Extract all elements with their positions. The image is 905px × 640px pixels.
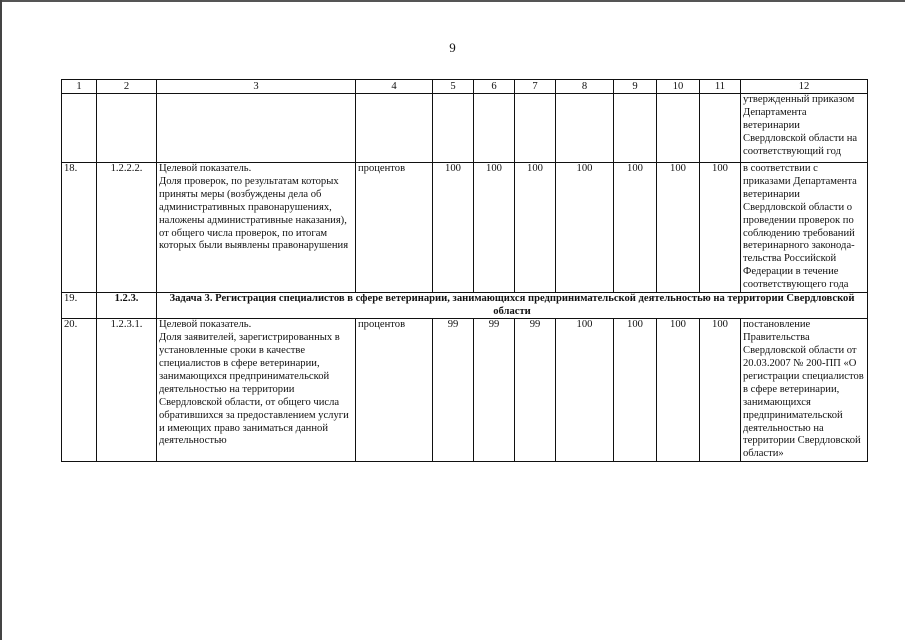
value-cell: 100: [515, 163, 556, 293]
indicator-cell: [157, 163, 356, 293]
value-cell: 100: [433, 163, 474, 293]
indicators-table: [61, 79, 868, 462]
unit-cell: процентов: [356, 319, 433, 462]
value-cell: 99: [515, 319, 556, 462]
page-number: 9: [449, 40, 456, 55]
scan-edge-top: [0, 0, 905, 2]
continuation-row: [62, 94, 868, 163]
value-cell: 100: [556, 163, 614, 293]
value-cell: 100: [556, 319, 614, 462]
value-cell: 100: [700, 319, 741, 462]
header-cell: 9: [614, 80, 657, 94]
value-cell: 100: [700, 163, 741, 293]
indicator-description: Доля проверок, по результатам которых приняты меры (возбуждены дела об административных правонарушениях, наложены административные наказания), от общего числа проверок, по итогам которых были выявлены правонарушения: [159, 175, 349, 252]
basis-cell: постановление Правительства Свердловской области от 20.03.2007 № 200-ПП «О регистрации специалистов в сфере ветеринарии, занимающихся предпринимательской деятельностью на территории Свердловской области»: [741, 319, 868, 462]
value-cell: 99: [433, 319, 474, 462]
task-heading: Задача 3. Регистрация специалистов в сфере ветеринарии, занимающихся предпринимательской деятельностью на территории Свердловской области: [157, 293, 868, 319]
value-cell: 100: [657, 163, 700, 293]
table-row-19: [62, 293, 868, 319]
table-row-20: [62, 319, 868, 462]
header-cell: 10: [657, 80, 700, 94]
header-cell: 3: [157, 80, 356, 94]
indicator-cell: [157, 319, 356, 462]
unit-cell: процентов: [356, 163, 433, 293]
header-cell: 7: [515, 80, 556, 94]
header-row: [62, 80, 868, 94]
header-cell: 2: [97, 80, 157, 94]
header-cell: 5: [433, 80, 474, 94]
row-code: 1.2.3.1.: [97, 319, 157, 462]
header-cell: 8: [556, 80, 614, 94]
basis-cell: в соответствии с приказами Департамента ветеринарии Свердловской области о проведении проверок по соблюдению требований ветеринарного законода-тельства Российской Федерации в течение соответствующего года: [741, 163, 868, 293]
header-cell: 1: [62, 80, 97, 94]
row-number: 19.: [62, 293, 97, 319]
indicator-title: Целевой показатель.: [159, 319, 252, 331]
basis-cell: утвержденный приказом Департамента ветеринарии Свердловской области на соответствующий год: [741, 94, 868, 163]
header-cell: 12: [741, 80, 868, 94]
row-number: 20.: [62, 319, 97, 462]
header-cell: 6: [474, 80, 515, 94]
row-code: 1.2.3.: [97, 293, 157, 319]
table-row-18: [62, 163, 868, 293]
value-cell: 99: [474, 319, 515, 462]
header-cell: 4: [356, 80, 433, 94]
indicator-title: Целевой показатель.: [159, 163, 252, 174]
value-cell: 100: [657, 319, 700, 462]
header-cell: 11: [700, 80, 741, 94]
scan-edge-left: [0, 0, 2, 640]
row-number: 18.: [62, 163, 97, 293]
indicator-description: Доля заявителей, зарегистрированных в установленные сроки в качестве специалистов в сфере ветеринарии, занимающихся предпринимательской деятельностью на территории Свердловской области, от общего числа обратившихся за предоставлением услуги и имеющих право заниматься данной деятельностью: [159, 332, 349, 447]
row-code: 1.2.2.2.: [97, 163, 157, 293]
value-cell: 100: [614, 319, 657, 462]
value-cell: 100: [474, 163, 515, 293]
value-cell: 100: [614, 163, 657, 293]
